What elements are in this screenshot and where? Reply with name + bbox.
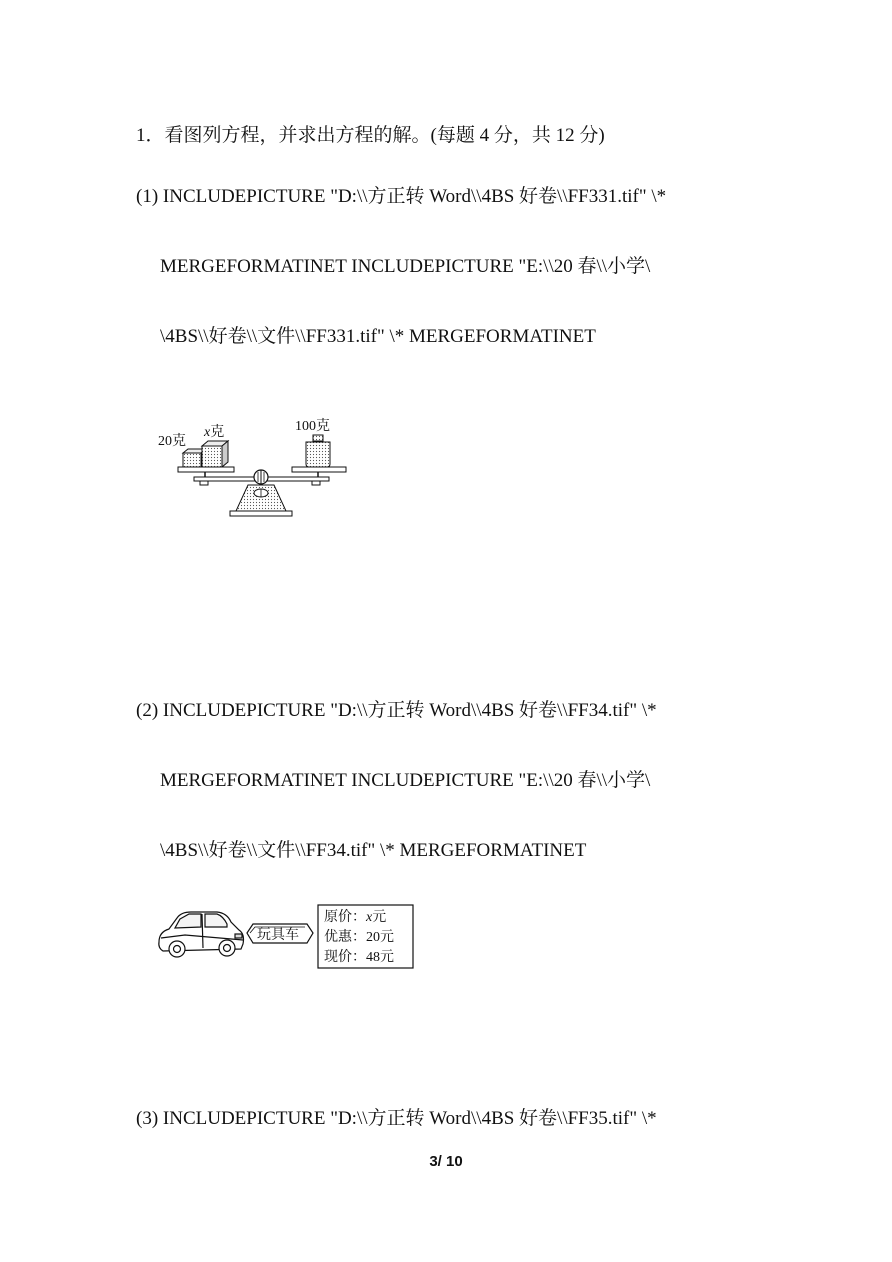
- question-heading: 1．看图列方程，并求出方程的解。(每题 4 分，共 12 分): [136, 125, 605, 146]
- weight-100g: [306, 435, 330, 467]
- item-1-line-2: MERGEFORMATINET INCLUDEPICTURE "E:\\20 春\\小学\: [160, 256, 651, 277]
- item-2-line-3: \4BS\\好卷\\文件\\FF34.tif" \* MERGEFORMATINET: [160, 840, 587, 861]
- item-2-line-2: MERGEFORMATINET INCLUDEPICTURE "E:\\20 春\\小学\: [160, 770, 651, 791]
- page-number: 3/ 10: [429, 1153, 463, 1170]
- tag-label: 玩具车: [257, 928, 299, 943]
- balance-scale-figure: [150, 408, 350, 524]
- toy-car-icon: [159, 912, 244, 957]
- item-1-line-1: (1) INCLUDEPICTURE "D:\\方正转 Word\\4BS 好卷\\FF331.tif" \*: [136, 186, 667, 207]
- toy-car-figure: [155, 902, 420, 974]
- item-2-line-1: (2) INCLUDEPICTURE "D:\\方正转 Word\\4BS 好卷\\FF34.tif" \*: [136, 700, 657, 721]
- item-3-line-1: (3) INCLUDEPICTURE "D:\\方正转 Word\\4BS 好卷\\FF35.tif" \*: [136, 1108, 657, 1129]
- price-box: [318, 905, 413, 968]
- item-1-line-3: \4BS\\好卷\\文件\\FF331.tif" \* MERGEFORMATINET: [160, 326, 596, 347]
- left-pan: [178, 467, 234, 472]
- price-original: 原价：x元: [324, 910, 387, 925]
- right-pan: [292, 467, 346, 472]
- cube-block-x: [202, 441, 228, 467]
- label-100g: 100克: [295, 419, 330, 434]
- label-20g: 20克: [158, 434, 186, 449]
- price-current: 现价：48元: [324, 950, 394, 965]
- price-discount: 优惠：20元: [324, 930, 394, 945]
- toy-car-tag: [247, 924, 313, 943]
- label-x-grams: x克: [204, 425, 225, 440]
